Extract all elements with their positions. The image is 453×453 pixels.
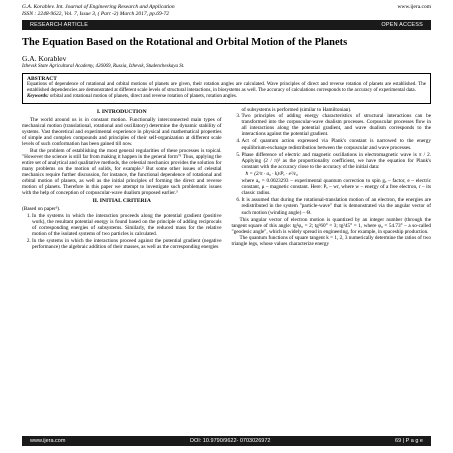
section-heading-introduction: I. INTRODUCTION — [96, 109, 147, 115]
doi-label: DOI: 10.9790/9622- 0703026972 — [190, 438, 271, 444]
abstract-text: Equations of dependence of rotational and orbital motions of planets are given, their rotation angles are calculated. Wave principles of direct and reverse rotation of planets are established. The established dependencies are demonstrated at different scale levels of structural interactions, in biosystems as well. The accuracy of calculations corresponds to the accuracy of experimental data. — [27, 82, 426, 93]
paper-title: The Equation Based on the Rotational and Orbital Motion of the Planets — [22, 37, 348, 48]
list-item: 2. In the systems in which the interactions proceed against the potential gradient (negative performance) the algebraic addition of their masses, as well as the corresponding energies — [32, 238, 222, 250]
list-item: 4. Act of quantum action expressed via Plank's constant is narrowed to the energy equilibrium-exchange redistribution between the corpuscular and wave processes. — [242, 138, 432, 150]
angular-vector-paragraph: This angular vector of electron motion is quantized by an integer number (through the tangent square of this angle: tg²φ₀ = 2; tg²60° = 3; tg²45° = 1, where φ₀ = 54.73° – a so-called "geodesic angle", which is widely spread in engineering, for example, in spaceship production. — [231, 216, 431, 235]
left-column — [22, 107, 222, 251]
list-item: 6. It is assumed that during the rotational-translation motion of an electron, the energies are redistributed in the system "particle-wave" that is demonstrated via the angular vector of such motion (winding angle) – Θ. — [242, 197, 432, 215]
list-item: 1. In the systems in which the interaction proceeds along the potential gradient (positive work), the resultant potential energy is found based on the principle of adding reciprocals of corresponding energies of subsystems. Similarly, the reduced mass for the relative motion of the isolated systems of two particles is calculated. — [32, 213, 222, 237]
keywords-text: orbital and rotational motion of planets, direct and reverse rotation of planets, rotation angles. — [49, 94, 238, 99]
right-column — [232, 107, 432, 251]
section-heading-initial-criteria: II. INITIAL CRITERIA — [92, 198, 151, 205]
issn-line: ISSN : 2248-9622, Vol. 7, Issue 3, ( Part -2) March 2017, pp.69-72 — [22, 10, 170, 17]
intro-paragraph-2: But the problem of establishing the most general regularities of these processes is topical. "However the science is still far from making it happen in the general form"¹ Thus, applying the entire set of analytical and qualitative methods, the celestial mechanics provides the solution for many problems on the motion of solids, for example.² But some other issues of celestial mechanics require further discussion, for instance, the functional dependence of rotational and orbital motion of planets, as well as the initial principles of forming the direct and reverse motion of planets. Therefore in this paper we attempt to investigate such problematic issues with the help of conception of corpuscular-wave dualism proposed earlier.³ — [22, 147, 222, 197]
criteria-list-left — [22, 213, 222, 251]
keywords-label: Keywords: — [27, 94, 49, 99]
article-type-bar — [22, 20, 431, 30]
author-name: G.A. Korablev — [22, 54, 67, 63]
research-article-label: RESEARCH ARTICLE — [30, 22, 89, 28]
page-footer — [22, 436, 431, 446]
author-affiliation: Izhevsk State Agricultural Academy, 426069, Russia, Izhevsk, Studencheskaya St. — [22, 64, 185, 69]
body-columns — [22, 107, 431, 251]
continued-text: of subsystems is performed (similar to Hamiltonian). — [241, 107, 352, 113]
intro-paragraph-1: The world around us is in constant motion. Functionally interconnected main types of mechanical motion (translational, rotational and oscillatory) determine the dynamic stability of systems. Vast theoretical and experimental experience in physical and mathematical properties of simple and complex compounds and principles of their self-organization at different scale levels of such conformation has been gained till now. — [22, 117, 222, 148]
header-website-link[interactable]: www.ijera.com — [397, 4, 431, 10]
list-item — [242, 152, 432, 197]
keywords-line — [27, 94, 426, 100]
journal-header — [22, 0, 431, 17]
list-item-text: Phase difference of electric and magnetic oscillations in electromagnetic wave is π / 2. Applying (2 / π)² as the proportionality coefficient, we have the equation for Plank's constant with the accuracy close to the accuracy of the initial data: — [241, 151, 431, 170]
page-number: 69 | P a g e — [395, 438, 423, 444]
based-on-note: (Based on paper³). — [22, 206, 61, 213]
planck-equation: ħ = (2/π · a₀ · k)/Pₑ · e²/ε₀ — [245, 170, 298, 177]
citation-line: G.A. Korablev. Int. Journal of Engineering Research and Application — [22, 4, 175, 10]
quantum-functions-paragraph: The quantum functions of square tangent k = 1, 2, 3 numerically determine the ratios of two triangle legs, whose values characterize energy — [231, 234, 431, 247]
list-item: 3. Two principles of adding energy characteristics of structural interactions can be transformed into the corpuscular-wave dualism processes. Corpuscular processes flow in all interactions along the potential gradient, and wave dualism corresponds to the interactions against the potential gradient. — [242, 113, 432, 137]
open-access-label: OPEN ACCESS — [381, 22, 423, 28]
criteria-list-right — [232, 113, 432, 216]
equation-where-text: where a₀ = 0.0023293 – experimental quantum correction to spin gₑ – factor, e – electric constant, μ – magnetic constant. Here: Pₑ – wr, where w – energy of a free electron, r – its classic radius. — [241, 178, 431, 197]
footer-website-link[interactable]: www.ijera.com — [30, 438, 66, 444]
abstract-heading: ABSTRACT — [27, 76, 57, 82]
abstract-box — [22, 73, 431, 104]
